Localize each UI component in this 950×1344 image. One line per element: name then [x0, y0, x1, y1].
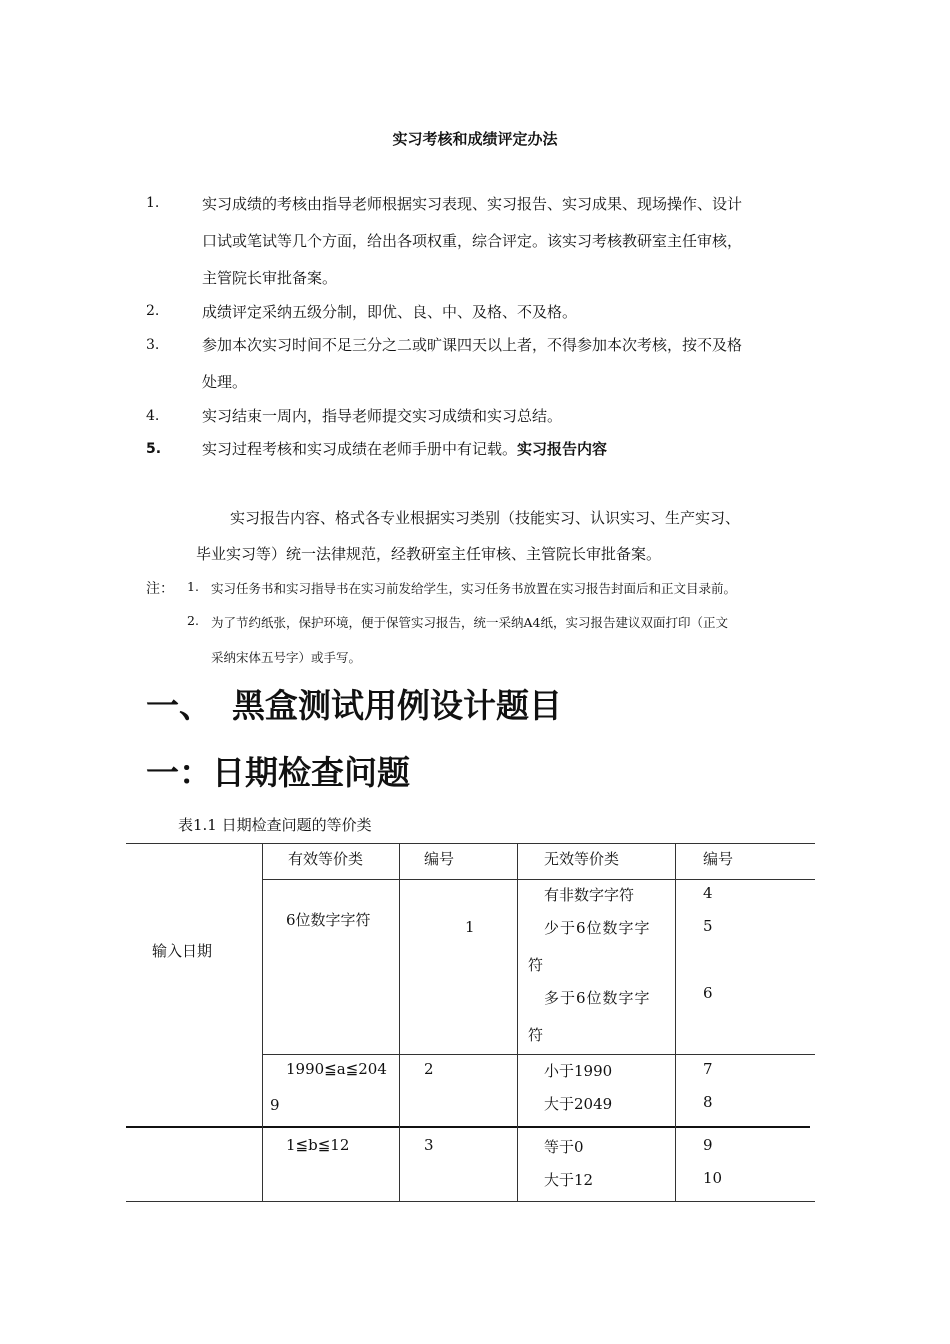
invalid-id: 4	[703, 884, 713, 902]
invalid-class: 大于2049	[544, 1095, 613, 1113]
invalid-class: 有非数字字符	[544, 886, 635, 904]
row-label: 输入日期	[152, 942, 213, 960]
valid-class: 1≦b≦12	[286, 1136, 350, 1154]
invalid-class: 大于12	[544, 1171, 594, 1189]
notes-label: 注：	[146, 581, 174, 597]
report-paragraph-line: 实习报告内容、格式各专业根据实习类别（技能实习、认识实习、生产实习、	[230, 509, 741, 527]
table-border-top	[126, 843, 815, 844]
table-caption: 表1.1 日期检查问题的等价类	[178, 816, 372, 834]
valid-class: 9	[270, 1096, 280, 1114]
invalid-class: 少于6位数字字	[544, 919, 651, 937]
table-column-line	[675, 843, 676, 1201]
invalid-id: 7	[703, 1060, 713, 1078]
rule-text-line: 实习结束一周内，指导老师提交实习成绩和实习总结。	[202, 407, 563, 425]
table-border-bottom	[126, 1201, 815, 1202]
valid-class: 1990≦a≦204	[286, 1060, 387, 1078]
invalid-id: 6	[703, 984, 713, 1002]
table-column-line	[517, 843, 518, 1201]
rule-text: 实习过程考核和实习成绩在老师手册中有记载。	[202, 440, 518, 458]
invalid-id: 8	[703, 1093, 713, 1111]
invalid-id: 10	[703, 1169, 723, 1187]
note-number: 1.	[187, 579, 199, 594]
rule-number: 3.	[146, 337, 160, 353]
rule-text-line: 实习成绩的考核由指导老师根据实习表现、实习报告、实习成果、现场操作、设计	[202, 195, 743, 213]
table-header: 编号	[424, 850, 455, 868]
table-column-line	[262, 843, 263, 1201]
rule-number: 2.	[146, 303, 160, 319]
valid-id: 2	[424, 1060, 434, 1078]
valid-id: 1	[465, 918, 475, 936]
rule-number: 5.	[146, 441, 162, 457]
table-column-line	[399, 843, 400, 1201]
report-paragraph-line: 毕业实习等）统一法律规范，经教研室主任审核、主管院长审批备案。	[196, 545, 662, 563]
note-number: 2.	[187, 613, 199, 628]
rule-text-line: 成绩评定采纳五级分制，即优、良、中、及格、不及格。	[202, 303, 578, 321]
heading-1: 黑盒测试用例设计题目	[232, 686, 562, 725]
table-header: 无效等价类	[544, 850, 620, 868]
rule-text-line	[202, 431, 607, 467]
invalid-id: 5	[703, 917, 713, 935]
valid-class: 6位数字字符	[286, 911, 371, 929]
note-text: 实习任务书和实习指导书在实习前发给学生，实习任务书放置在实习报告封面后和正文目录前。	[211, 581, 737, 596]
heading-2: 一：日期检查问题	[146, 753, 410, 792]
note-text: 为了节约纸张，保护环境，便于保管实习报告，统一采纳A4纸，实习报告建议双面打印（正文	[211, 615, 728, 630]
invalid-id: 9	[703, 1136, 713, 1154]
rule-text-line: 主管院长审批备案。	[202, 269, 338, 287]
valid-id: 3	[424, 1136, 434, 1154]
rule-text-line: 参加本次实习时间不足三分之二或旷课四天以上者，不得参加本次考核，按不及格	[202, 336, 743, 354]
note-text: 采纳宋体五号字）或手写。	[211, 650, 362, 665]
invalid-class: 符	[528, 1026, 544, 1044]
heading-number: 一、	[146, 686, 212, 725]
rule-text-line: 处理。	[202, 373, 248, 391]
table-row-line	[262, 879, 815, 880]
invalid-class: 等于0	[544, 1138, 584, 1156]
rule-number: 1.	[146, 195, 160, 211]
invalid-class: 符	[528, 956, 544, 974]
table-header: 编号	[703, 850, 734, 868]
document-title: 实习考核和成绩评定办法	[392, 130, 558, 148]
rule-number: 4.	[146, 408, 160, 424]
table-row-line	[262, 1054, 815, 1055]
table-header: 有效等价类	[288, 850, 364, 868]
section-heading-inline: 实习报告内容	[517, 440, 608, 458]
table-row-line	[126, 1126, 810, 1128]
invalid-class: 多于6位数字字	[544, 989, 651, 1007]
rule-text-line: 口试或笔试等几个方面，给出各项权重，综合评定。该实习考核教研室主任审核，	[202, 232, 743, 250]
invalid-class: 小于1990	[544, 1062, 613, 1080]
